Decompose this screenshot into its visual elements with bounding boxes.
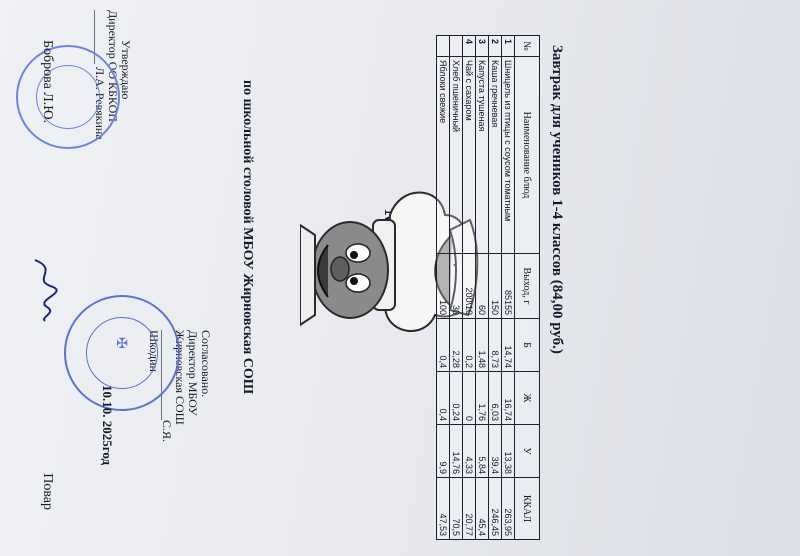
cell-protein: 8,73 (489, 319, 502, 372)
cell-kcal: 45,4 (476, 478, 489, 540)
cell-no (437, 36, 450, 57)
cell-kcal: 20,77 (463, 478, 476, 540)
cell-fat: 6,03 (489, 372, 502, 425)
approval-right-line2: Директор ОО КБКОП (106, 10, 120, 122)
cell-no: 3 (476, 36, 489, 57)
table-header-row (515, 36, 540, 540)
cell-fat: 16,74 (502, 372, 515, 425)
table-row (489, 36, 502, 540)
menu-date: 10.10. 2025год (100, 385, 115, 466)
approval-left-line2: Директор МБОУ Жирновская СОШ (173, 330, 200, 425)
cell-dish: Чай с сахаром (463, 57, 476, 254)
approval-left-line3: _______________С.Я. Шкодин (147, 330, 174, 443)
cell-no (450, 36, 463, 57)
approval-left-line1: Согласовано. (199, 330, 213, 398)
cell-output: 200\10 (463, 254, 476, 319)
cell-output: 30 (450, 254, 463, 319)
header-carbs: У (515, 425, 540, 478)
cook-name: Боброва Л.Ю. (40, 40, 55, 124)
table-row (502, 36, 515, 540)
cell-output: 85155 (502, 254, 515, 319)
table-row (450, 36, 463, 540)
cell-output: 60 (476, 254, 489, 319)
cell-protein: 0,2 (463, 319, 476, 372)
header-no: № (515, 36, 540, 57)
cell-carbs: 14,76 (450, 425, 463, 478)
cell-no: 2 (489, 36, 502, 57)
cook-signature-icon (25, 255, 65, 325)
cell-carbs: 9,9 (437, 425, 450, 478)
cell-dish: Яблоки свежие (437, 57, 450, 254)
cell-fat: 0 (463, 372, 476, 425)
cell-protein: 14,74 (502, 319, 515, 372)
cell-carbs: 13,38 (502, 425, 515, 478)
cell-no: 4 (463, 36, 476, 57)
cell-fat: 0,24 (450, 372, 463, 425)
table-row (463, 36, 476, 540)
cell-dish: Каша гречневая (489, 57, 502, 254)
cell-kcal: 47,53 (437, 478, 450, 540)
cell-protein: 1,48 (476, 319, 489, 372)
header-protein: Б (515, 319, 540, 372)
cell-dish: Шницель из птицы с соусом томатным (502, 57, 515, 254)
cell-dish: Капуста тушеная (476, 57, 489, 254)
menu-table (436, 35, 540, 540)
header-fat: Ж (515, 372, 540, 425)
approval-right-line3: _________ Л.А. Ревякина (93, 10, 107, 140)
cell-kcal: 70,5 (450, 478, 463, 540)
cell-carbs: 4,33 (463, 425, 476, 478)
table-row (476, 36, 489, 540)
approval-stamp-icon (16, 45, 120, 149)
cell-fat: 1,76 (476, 372, 489, 425)
cell-dish: Хлеб пшеничный (450, 57, 463, 254)
approval-right-line1: Утверждаю (119, 40, 133, 100)
meal-heading: Завтрак для учеников 1-4 классов (84,00 руб.) (549, 45, 565, 354)
cell-carbs: 39,4 (489, 425, 502, 478)
cell-no: 1 (502, 36, 515, 57)
table-row (437, 36, 450, 540)
header-kcal: ККАЛ (515, 478, 540, 540)
header-dish: Наименование блюд (515, 57, 540, 254)
cell-carbs: 5,84 (476, 425, 489, 478)
cell-kcal: 246,45 (489, 478, 502, 540)
header-output: Выход, г (515, 254, 540, 319)
school-stamp-icon: ✠ (64, 295, 180, 411)
cell-kcal: 263,95 (502, 478, 515, 540)
cell-output: 150 (489, 254, 502, 319)
cell-output: 100 (437, 254, 450, 319)
cell-protein: 0,4 (437, 319, 450, 372)
cook-label: Повар (40, 473, 55, 510)
cell-protein: 2,28 (450, 319, 463, 372)
cell-fat: 0,4 (437, 372, 450, 425)
page-subtitle: по школьной столовой МБОУ Жирновская СОШ (240, 80, 255, 395)
